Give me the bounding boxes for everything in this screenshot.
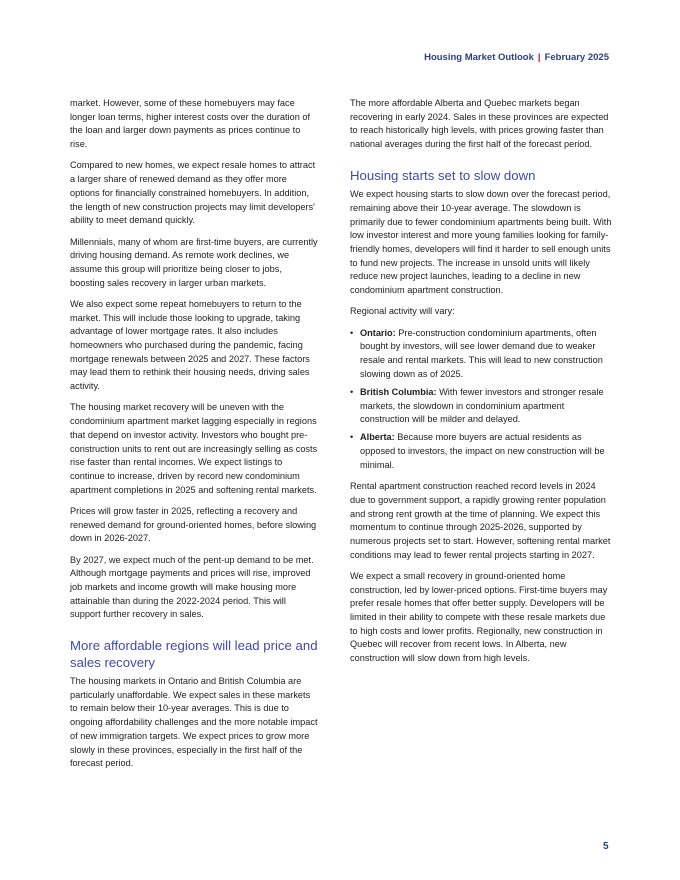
- paragraph: Millennials, many of whom are first-time buyers, are currently driving housing demand. As remote work declines, we assume this group will prioritize being closer to jobs, boosting sales recovery in larger urban markets.: [70, 236, 318, 288]
- paragraph: The housing markets in Ontario and British Columbia are particularly unaffordable. We expect sales in these markets to remain below their 10-year averages. This is due to ongoing affordability challenges and the more notable impact of new immigration targets. We expect prices to grow more slowly in these provinces, especially in the first half of the forecast period.: [70, 675, 318, 769]
- bullet-icon: •: [350, 432, 354, 443]
- paragraph: We expect housing starts to slow down over the forecast period, remaining above their 10-year average. The slowdown is primarily due to fewer condominium apartments being built. With low investor interest and more young families looking for family-friendly homes, developers will find it harder to sell enough units to fund new projects. The increase in unsold units will likely reduce new project launches, leading to a decline in new condominium apartment construction.: [350, 189, 612, 296]
- section-heading-housing-starts: Housing starts set to slow down: [350, 167, 536, 183]
- section-heading-affordable-regions: More affordable regions will lead price and sales recovery: [70, 638, 318, 670]
- paragraph: Regional activity will vary:: [350, 306, 455, 317]
- list-item-text: With fewer investors and stronger resale markets, the slowdown in condominium apartment construction will be milder and delayed.: [360, 386, 604, 425]
- paragraph: We expect a small recovery in ground-oriented home construction, led by lower-priced options. First-time buyers may prefer resale homes that offer better supply. Developers will be limited in their ability to compete with these resale markets due to high costs and lower profits. Regionally, new construction in Quebec will recover from recent lows. In Alberta, new construction will slow down from high levels.: [350, 570, 608, 664]
- header-date: February 2025: [544, 52, 609, 63]
- list-item-label: British Columbia:: [360, 386, 437, 397]
- paragraph: market. However, some of these homebuyers may face longer loan terms, higher interest costs over the duration of the loan and larger down payments as prices continue to rise.: [70, 98, 311, 150]
- bullet-icon: •: [350, 327, 354, 338]
- list-item-label: Alberta:: [360, 432, 395, 443]
- bullet-icon: •: [350, 386, 354, 397]
- list-item-ontario: [350, 327, 612, 382]
- left-column: [70, 97, 318, 779]
- list-item-british-columbia: [350, 386, 612, 427]
- paragraph: Compared to new homes, we expect resale homes to attract a larger share of renewed demand as they offer more options for financially constrained homebuyers. In addition, the length of new construction projects may limit developers' ability to meet demand quickly.: [70, 160, 316, 226]
- paragraph: Rental apartment construction reached record levels in 2024 due to government support, a rapidly growing renter population and strong rent growth at the time of planning. We expect this momentum to continue through 2025-2026, supported by numerous projects set to start. However, softening rental market conditions may lead to fewer rental projects starting in 2027.: [350, 481, 611, 560]
- header-separator: |: [537, 52, 541, 63]
- right-column: [350, 97, 612, 673]
- paragraph: We also expect some repeat homebuyers to return to the market. This will include those looking to upgrade, taking advantage of lower mortgage rates. It also includes homeowners who purchased during the pandemic, facing mortgage renewals between 2025 and 2027. These factors may lead them to rethink their housing needs, driving sales activity.: [70, 298, 310, 392]
- list-item-text: Pre-construction condominium apartments, often bought by investors, will see lower demand due to weaker resale and rental markets. This will lead to new construction slowing down as of 2025.: [360, 327, 603, 379]
- paragraph: The housing market recovery will be uneven with the condominium apartment market lagging especially in regions that depend on investor activity. Investors who bought pre-construction units to rent out are increasingly selling as costs rise faster than rental incomes. We expect listings to continue to increase, driven by record new condominium apartment completions in 2025 and softening rental markets.: [70, 402, 318, 495]
- list-item-text: Because more buyers are actual residents as opposed to investors, the impact on new construction will be minimal.: [360, 432, 605, 470]
- regional-activity-list: [350, 327, 612, 473]
- page-number: 5: [603, 841, 609, 852]
- header-title: Housing Market Outlook: [424, 52, 534, 63]
- list-item-alberta: [350, 431, 612, 472]
- paragraph: Prices will grow faster in 2025, reflecting a recovery and renewed demand for ground-oriented homes, before slowing down in 2026-2027.: [70, 505, 317, 544]
- list-item-label: Ontario:: [360, 327, 396, 338]
- running-header: [424, 52, 609, 63]
- paragraph: By 2027, we expect much of the pent-up demand to be met. Although mortgage payments and prices will rise, improved job markets and income growth will make housing more attainable than during the 2022-2024 period. This will support further recovery in sales.: [70, 554, 314, 620]
- paragraph: The more affordable Alberta and Quebec markets began recovering in early 2024. Sales in these provinces are expected to reach historically high levels, with prices growing faster than national averages during the first half of the forecast period.: [350, 98, 609, 150]
